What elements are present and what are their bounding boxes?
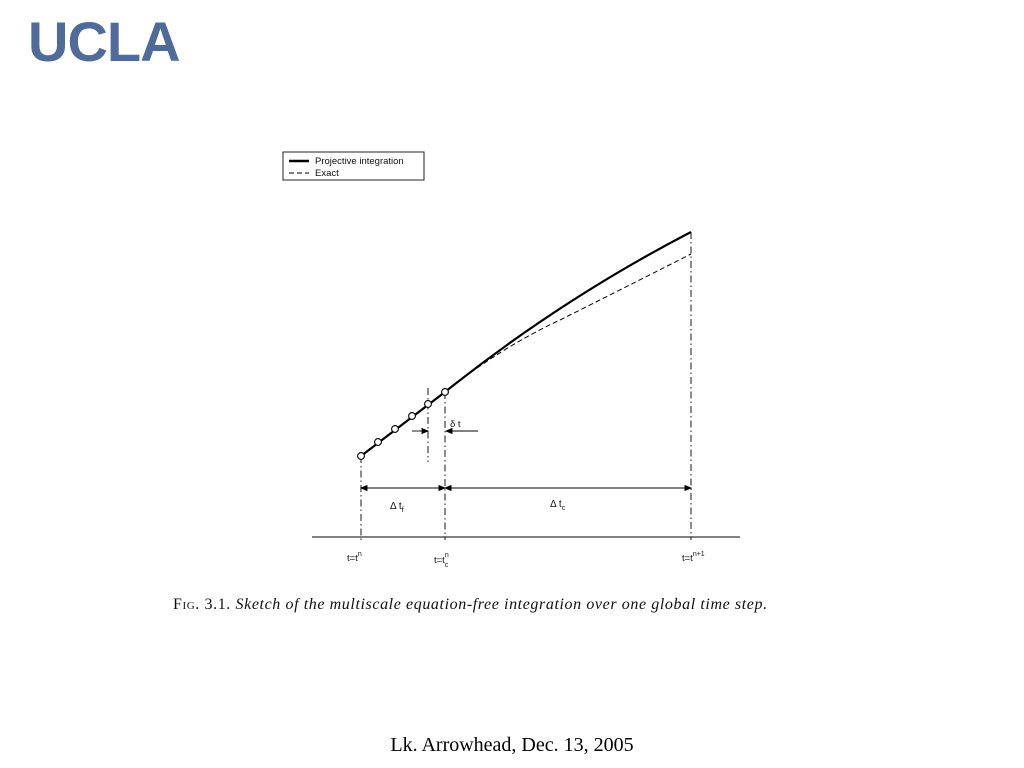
dt-coarse-label: Δ $t_c$ xyxy=(550,499,566,512)
legend-solid-label: Projective integration xyxy=(315,156,404,167)
ucla-logo: UCLA xyxy=(28,10,180,73)
dt-fine-label: Δ $t_f$ xyxy=(390,501,404,514)
dt-fine-arrow xyxy=(361,486,445,491)
sample-point xyxy=(392,426,399,433)
tick-label-tn: $t=t^n$ xyxy=(347,551,362,564)
slide-footer: Lk. Arrowhead, Dec. 13, 2005 xyxy=(390,734,634,756)
tick-label-tn1: $t=t^{n+1}$ xyxy=(682,551,705,564)
tick-label-tcn: $t=t^n$ c xyxy=(434,552,449,569)
projective-curve xyxy=(361,232,691,456)
sample-point xyxy=(409,413,416,420)
exact-curve xyxy=(445,254,691,392)
sample-point xyxy=(425,401,432,408)
legend-dashed-label: Exact xyxy=(315,168,339,179)
legend xyxy=(283,152,424,180)
caption-label: Fig. 3.1. xyxy=(173,596,231,613)
delta-t-marker xyxy=(412,429,478,434)
sample-point xyxy=(375,439,382,446)
figure-caption xyxy=(173,596,768,614)
caption-text: Sketch of the multiscale equation-free integration over one global time step. xyxy=(235,596,768,613)
sample-point xyxy=(442,389,449,396)
dt-coarse-arrow xyxy=(445,486,691,491)
delta-t-label: δ t xyxy=(450,419,461,430)
sample-point xyxy=(358,453,365,460)
